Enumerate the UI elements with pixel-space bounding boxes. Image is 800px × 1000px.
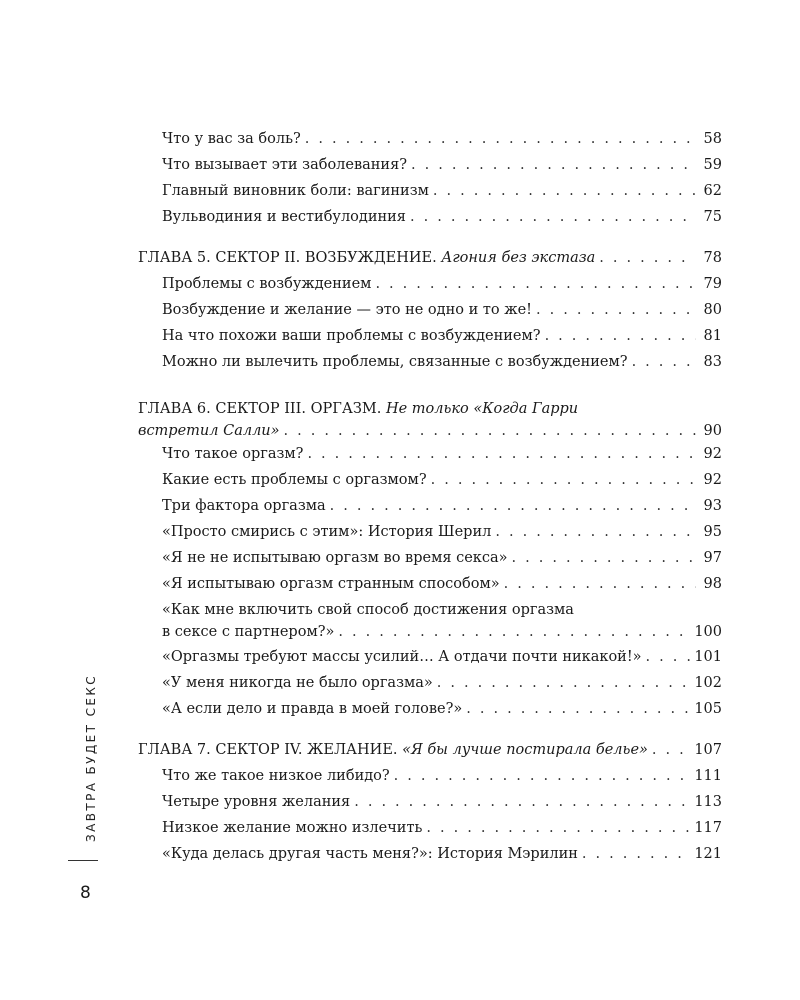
dot-leader [512, 548, 696, 568]
chapter-title: ГЛАВА 6. СЕКТОР III. ОРГАЗМ. [138, 401, 382, 417]
toc-entry-two-line: «Как мне включить свой способ достижения оргазма в сексе с партнером?» . . . 100 [162, 600, 722, 642]
toc-entry: Что же такое низкое либидо? . . . 111 [162, 766, 722, 786]
toc-entry: «У меня никогда не было оргазма» . . . 102 [162, 673, 722, 693]
dot-leader [433, 181, 696, 201]
dot-leader [646, 647, 691, 667]
toc-chapter-6 [138, 399, 722, 441]
dot-leader [652, 740, 690, 760]
page-ref: 59 [703, 157, 722, 173]
dot-leader [410, 207, 696, 227]
page-ref: 62 [703, 183, 722, 199]
toc-entry: «Оргазмы требуют массы усилий… А отдачи почти никакой!» . . . 101 [162, 647, 722, 667]
toc-entry: Возбуждение и желание — это не одно и то же! . . . 80 [162, 300, 722, 320]
dot-leader [466, 699, 690, 719]
page-number: 8 [80, 883, 91, 903]
toc-entry: Какие есть проблемы с оргазмом? . . . 92 [162, 470, 722, 490]
dot-leader [330, 496, 696, 516]
page-ref: 101 [694, 649, 722, 665]
dot-leader [375, 274, 696, 294]
toc-entry: Проблемы с возбуждением . . . 79 [162, 274, 722, 294]
toc-entry: Четыре уровня желания . . . 113 [162, 792, 722, 812]
page-ref: 81 [703, 328, 722, 344]
dot-leader [632, 352, 696, 372]
toc-entry: Главный виновник боли: вагинизм . . . 62 [162, 181, 722, 201]
toc-entry: «Я испытываю оргазм странным способом» . . . 98 [162, 574, 722, 594]
page-ref: 100 [694, 624, 722, 640]
dot-leader [338, 622, 690, 642]
chapter-title: ГЛАВА 7. СЕКТОР IV. ЖЕЛАНИЕ. [138, 742, 398, 758]
page-ref: 93 [703, 498, 722, 514]
toc-entry: Можно ли вылечить проблемы, связанные с возбуждением? . . . 83 [162, 352, 722, 372]
page-ref: 83 [703, 354, 722, 370]
toc-entry: «Просто смирись с этим»: История Шерил . . . 95 [162, 522, 722, 542]
toc-chapter-5 [138, 248, 722, 268]
dot-leader [284, 421, 696, 441]
page-ref: 95 [703, 524, 722, 540]
dot-leader [431, 470, 696, 490]
dot-leader [504, 574, 696, 594]
toc-entry: На что похожи ваши проблемы с возбуждением? . . . 81 [162, 326, 722, 346]
toc-entry: «Я не не испытываю оргазм во время секса» . . . 97 [162, 548, 722, 568]
dot-leader [536, 300, 696, 320]
toc-entry: Что такое оргазм? . . . 92 [162, 444, 722, 464]
toc-entry: Вульводиния и вестибулодиния . . . 75 [162, 207, 722, 227]
page-ref: 75 [703, 209, 722, 225]
dot-leader [545, 326, 696, 346]
toc-entry: Что вызывает эти заболевания? . . . 59 [162, 155, 722, 175]
chapter-subtitle: Не только «Когда Гарри [385, 401, 579, 417]
dot-leader [495, 522, 696, 542]
toc-chapter-7 [138, 740, 722, 760]
page-ref: 111 [694, 768, 722, 784]
toc-entry: Низкое желание можно излечить . . . 117 [162, 818, 722, 838]
toc-entry: Что у вас за боль? . . . 58 [162, 129, 722, 149]
chapter-title: ГЛАВА 5. СЕКТОР II. ВОЗБУЖДЕНИЕ. [138, 250, 437, 266]
dot-leader [426, 818, 690, 838]
page-ref: 92 [703, 446, 722, 462]
toc-entry: «Куда делась другая часть меня?»: История Мэрилин . . . 121 [162, 844, 722, 864]
toc-entry: «А если дело и правда в моей голове?» . . . 105 [162, 699, 722, 719]
page-ref: 80 [703, 302, 722, 318]
dot-leader [411, 155, 696, 175]
chapter-subtitle: Агония без экстаза [441, 250, 596, 266]
page-ref: 98 [703, 576, 722, 592]
page-ref: 113 [694, 794, 722, 810]
book-title-vertical: ЗАВТРА БУДЕТ СЕКС [84, 673, 98, 842]
toc-entry: Три фактора оргазма . . . 93 [162, 496, 722, 516]
page-ref: 92 [703, 472, 722, 488]
dot-leader [437, 673, 691, 693]
dot-leader [354, 792, 690, 812]
page-ref: 90 [703, 423, 722, 439]
page-ref: 79 [703, 276, 722, 292]
page-ref: 117 [694, 820, 722, 836]
chapter-subtitle: «Я бы лучше постирала белье» [402, 742, 648, 758]
chapter-subtitle-continued: встретил Салли» [138, 423, 280, 439]
page-ref: 105 [694, 701, 722, 717]
dot-leader [307, 444, 696, 464]
page-ref: 58 [703, 131, 722, 147]
page-ref: 78 [703, 250, 722, 266]
page-ref: 107 [694, 742, 722, 758]
dot-leader [582, 844, 690, 864]
page-ref: 102 [694, 675, 722, 691]
divider-rule [68, 860, 98, 861]
page-ref: 121 [694, 846, 722, 862]
dot-leader [394, 766, 691, 786]
dot-leader [305, 129, 696, 149]
page-ref: 97 [703, 550, 722, 566]
dot-leader [599, 248, 696, 268]
